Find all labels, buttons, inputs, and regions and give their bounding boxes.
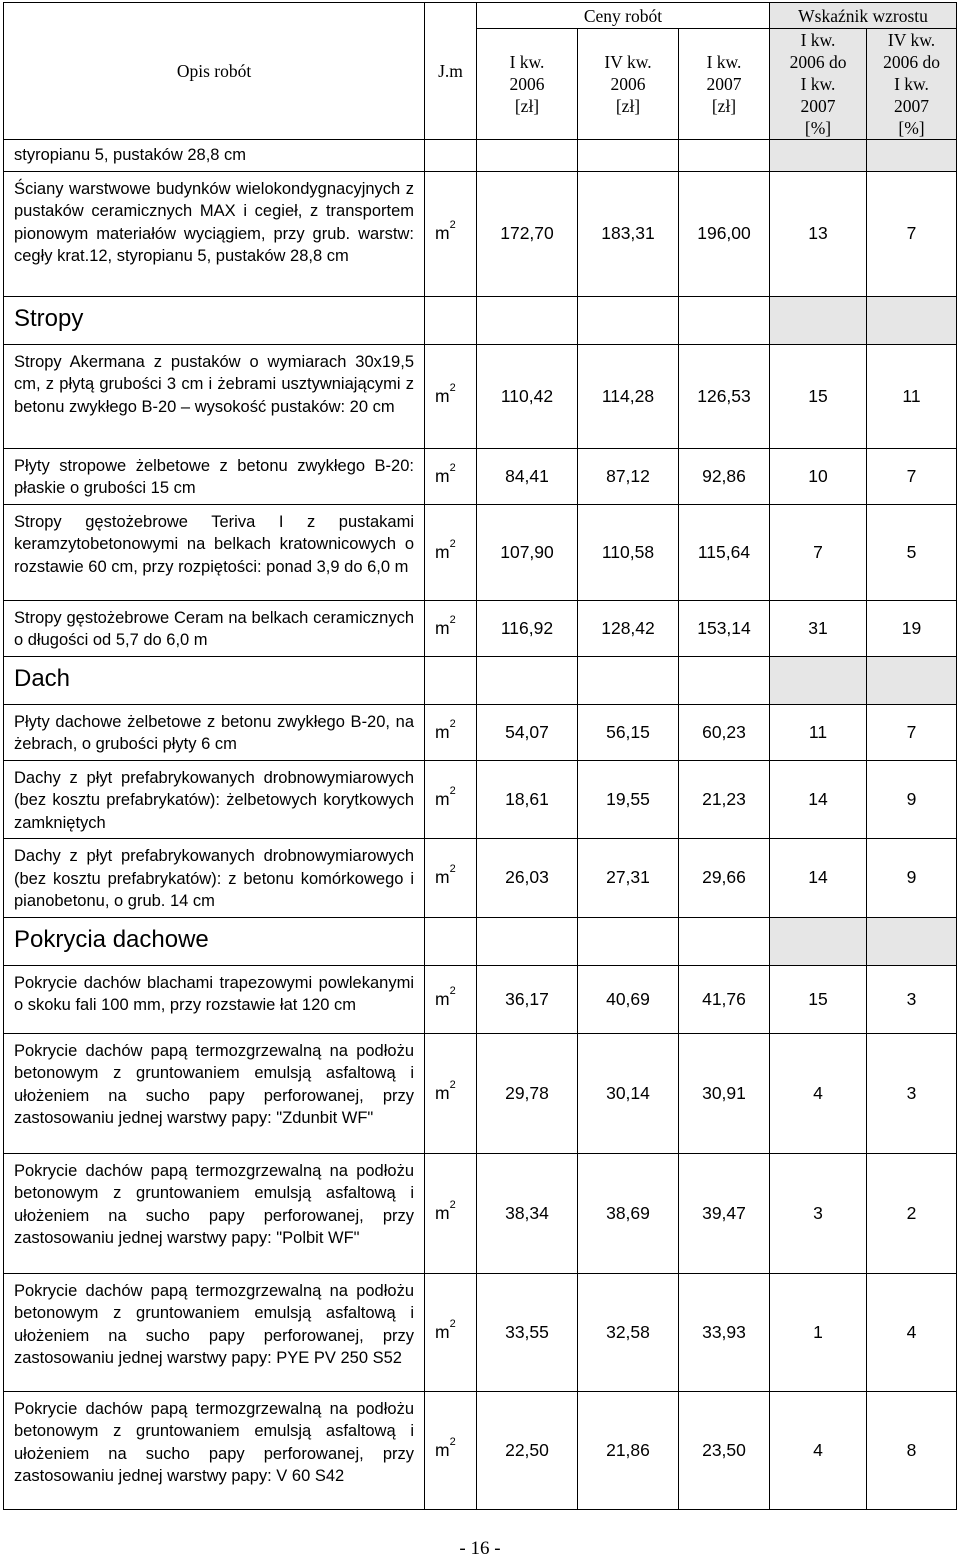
growth-q4: 8	[867, 1391, 957, 1509]
price-q1-2007: 41,76	[679, 965, 770, 1033]
page-number: - 16 -	[459, 1538, 501, 1559]
unit-cell	[425, 965, 477, 1033]
header-line: I kw.	[509, 52, 545, 72]
empty-cell	[477, 296, 578, 344]
growth-q1: 15	[770, 965, 867, 1033]
work-description: Pokrycie dachów papą termozgrzewalną na podłożu betonowym z gruntowaniem emulsją asfaltową i ułożeniem na sucho papy perforowanej, przy zastosowaniu jednej warstwy papy: "Polbit WF"	[4, 1153, 425, 1273]
unit-exponent: 2	[449, 717, 456, 730]
unit-exponent: 2	[449, 984, 456, 997]
carry-over-row	[4, 140, 957, 172]
unit-cell	[425, 504, 477, 600]
price-q4-2006: 183,31	[578, 171, 679, 296]
unit-base: m	[435, 721, 450, 742]
header-unit: J.m	[425, 3, 477, 140]
unit-exponent: 2	[449, 461, 456, 474]
header-row-top	[4, 3, 957, 29]
growth-q1: 4	[770, 1033, 867, 1153]
price-q4-2006: 38,69	[578, 1153, 679, 1273]
unit-base: m	[435, 223, 450, 243]
unit-cell	[425, 600, 477, 656]
empty-cell	[867, 296, 957, 344]
section-row	[4, 296, 957, 344]
unit-base: m	[435, 988, 450, 1009]
growth-q4: 5	[867, 504, 957, 600]
unit-exponent: 2	[449, 784, 456, 797]
unit-cell	[425, 704, 477, 760]
unit-exponent: 2	[449, 1078, 456, 1091]
price-q4-2006: 27,31	[578, 839, 679, 918]
empty-cell	[425, 140, 477, 172]
growth-q1: 1	[770, 1273, 867, 1391]
price-q1-2007: 60,23	[679, 704, 770, 760]
price-q4-2006: 87,12	[578, 448, 679, 504]
table-row	[4, 1153, 957, 1273]
unit-cell	[425, 1153, 477, 1273]
header-prices: Ceny robót	[477, 3, 770, 29]
empty-cell	[679, 140, 770, 172]
empty-cell	[770, 296, 867, 344]
header-line: [%]	[898, 118, 925, 138]
table-row	[4, 704, 957, 760]
empty-cell	[425, 296, 477, 344]
price-q1-2007: 196,00	[679, 171, 770, 296]
work-description: Pokrycie dachów papą termozgrzewalną na podłożu betonowym z gruntowaniem emulsją asfaltową i ułożeniem na sucho papy perforowanej, przy zastosowaniu jednej warstwy papy: PYE PV 250 S52	[4, 1273, 425, 1391]
price-q4-2006: 114,28	[578, 344, 679, 448]
price-q1-2007: 92,86	[679, 448, 770, 504]
empty-cell	[425, 656, 477, 704]
growth-q1: 14	[770, 839, 867, 918]
header-price-q4-2006	[578, 29, 679, 140]
unit-cell	[425, 760, 477, 839]
price-q1-2007: 115,64	[679, 504, 770, 600]
price-q1-2006: 22,50	[477, 1391, 578, 1509]
unit-base: m	[435, 788, 450, 809]
price-q1-2006: 172,70	[477, 171, 578, 296]
price-q1-2007: 29,66	[679, 839, 770, 918]
empty-cell	[770, 656, 867, 704]
unit-cell	[425, 1033, 477, 1153]
work-description: Stropy Akermana z pustaków o wymiarach 30x19,5 cm, z płytą grubości 3 cm i żebrami usztywniającymi z betonu zwykłego B-20 – wysokość pustaków: 20 cm	[4, 344, 425, 448]
section-row	[4, 917, 957, 965]
price-table	[3, 2, 957, 1510]
section-row	[4, 656, 957, 704]
price-q1-2006: 29,78	[477, 1033, 578, 1153]
header-price-q1-2007	[679, 29, 770, 140]
header-line: 2006	[509, 74, 545, 94]
price-q1-2007: 39,47	[679, 1153, 770, 1273]
header-line: IV kw.	[604, 52, 652, 72]
work-description: Dachy z płyt prefabrykowanych drobnowymiarowych (bez kosztu prefabrykatów): żelbetowych korytkowych zamkniętych	[4, 760, 425, 839]
growth-q4: 7	[867, 704, 957, 760]
table-row	[4, 448, 957, 504]
table-row	[4, 1391, 957, 1509]
header-description: Opis robót	[4, 3, 425, 140]
price-q1-2007: 21,23	[679, 760, 770, 839]
header-line: [zł]	[711, 96, 737, 116]
price-q1-2006: 116,92	[477, 600, 578, 656]
unit-cell	[425, 448, 477, 504]
empty-cell	[770, 140, 867, 172]
price-q1-2006: 18,61	[477, 760, 578, 839]
header-line: I kw.	[800, 74, 836, 94]
price-q4-2006: 21,86	[578, 1391, 679, 1509]
empty-cell	[679, 296, 770, 344]
growth-q1: 14	[770, 760, 867, 839]
growth-q4: 11	[867, 344, 957, 448]
price-q1-2006: 107,90	[477, 504, 578, 600]
price-q1-2006: 26,03	[477, 839, 578, 918]
table-row	[4, 504, 957, 600]
unit-cell	[425, 171, 477, 296]
header-growth-q1	[770, 29, 867, 140]
price-q1-2007: 30,91	[679, 1033, 770, 1153]
header-line: IV kw.	[887, 30, 936, 50]
empty-cell	[867, 656, 957, 704]
table-row	[4, 839, 957, 918]
growth-q4: 7	[867, 171, 957, 296]
unit-exponent: 2	[449, 613, 456, 626]
price-q1-2006: 33,55	[477, 1273, 578, 1391]
unit-exponent: 2	[449, 381, 456, 394]
section-title: Pokrycia dachowe	[4, 917, 425, 965]
header-line: 2006 do	[883, 52, 940, 72]
table-row	[4, 1273, 957, 1391]
growth-q4: 9	[867, 760, 957, 839]
growth-q4: 3	[867, 965, 957, 1033]
empty-cell	[867, 140, 957, 172]
empty-cell	[578, 917, 679, 965]
growth-q4: 4	[867, 1273, 957, 1391]
price-q4-2006: 56,15	[578, 704, 679, 760]
header-line: [%]	[804, 118, 832, 138]
header-line: 2007	[706, 74, 742, 94]
table-row	[4, 344, 957, 448]
unit-exponent: 2	[449, 1435, 456, 1448]
unit-exponent: 2	[449, 219, 456, 232]
price-q4-2006: 30,14	[578, 1033, 679, 1153]
price-q4-2006: 110,58	[578, 504, 679, 600]
work-description: Ściany warstwowe budynków wielokondygnacyjnych z pustaków ceramicznych MAX i cegieł, z transportem pionowym materiałów wyciągiem, przy grub. warstw: cegły krat.12, styropianu 5, pustaków 28,8 cm	[4, 171, 425, 296]
unit-base: m	[435, 541, 450, 562]
price-q1-2006: 84,41	[477, 448, 578, 504]
growth-q1: 7	[770, 504, 867, 600]
empty-cell	[578, 140, 679, 172]
growth-q4: 2	[867, 1153, 957, 1273]
header-line: 2007	[800, 96, 836, 116]
growth-q4: 7	[867, 448, 957, 504]
table-row	[4, 600, 957, 656]
price-q1-2006: 38,34	[477, 1153, 578, 1273]
header-price-q1-2006	[477, 29, 578, 140]
unit-cell	[425, 1391, 477, 1509]
growth-q1: 15	[770, 344, 867, 448]
work-description: Dachy z płyt prefabrykowanych drobnowymiarowych (bez kosztu prefabrykatów): z betonu komórkowego i pianobetonu, o grub. 14 cm	[4, 839, 425, 918]
unit-exponent: 2	[449, 863, 456, 876]
table-row	[4, 1033, 957, 1153]
table-row	[4, 171, 957, 296]
header-line: 2006	[610, 74, 646, 94]
header-line: 2006 do	[789, 52, 847, 72]
empty-cell	[679, 656, 770, 704]
header-line: I kw.	[706, 52, 742, 72]
growth-q1: 13	[770, 171, 867, 296]
work-description: Płyty dachowe żelbetowe z betonu zwykłego B-20, na żebrach, o grubości płyty 6 cm	[4, 704, 425, 760]
growth-q1: 31	[770, 600, 867, 656]
growth-q4: 3	[867, 1033, 957, 1153]
empty-cell	[578, 296, 679, 344]
work-description: Płyty stropowe żelbetowe z betonu zwykłego B-20: płaskie o grubości 15 cm	[4, 448, 425, 504]
empty-cell	[425, 917, 477, 965]
header-line: [zł]	[514, 96, 540, 116]
empty-cell	[578, 656, 679, 704]
table-row	[4, 965, 957, 1033]
unit-base: m	[435, 1321, 450, 1342]
empty-cell	[679, 917, 770, 965]
growth-q1: 4	[770, 1391, 867, 1509]
price-q1-2007: 126,53	[679, 344, 770, 448]
unit-base: m	[435, 1439, 450, 1460]
header-growth-index: Wskaźnik wzrostu	[770, 3, 957, 29]
work-description: Stropy gęstożebrowe Ceram na belkach ceramicznych o długości od 5,7 do 6,0 m	[4, 600, 425, 656]
empty-cell	[770, 917, 867, 965]
work-description: Pokrycie dachów papą termozgrzewalną na podłożu betonowym z gruntowaniem emulsją asfaltową i ułożeniem na sucho papy perforowanej, przy zastosowaniu jednej warstwy papy: "Zdunbit WF"	[4, 1033, 425, 1153]
price-q4-2006: 19,55	[578, 760, 679, 839]
carry-over-text: styropianu 5, pustaków 28,8 cm	[4, 140, 425, 172]
unit-base: m	[435, 465, 450, 486]
header-line: I kw.	[800, 30, 836, 50]
empty-cell	[477, 917, 578, 965]
unit-exponent: 2	[449, 1198, 456, 1211]
price-q1-2007: 153,14	[679, 600, 770, 656]
unit-base: m	[435, 867, 450, 888]
price-q4-2006: 128,42	[578, 600, 679, 656]
work-description: Pokrycie dachów blachami trapezowymi powlekanymi o skoku fali 100 mm, przy rozstawie łat 120 cm	[4, 965, 425, 1033]
growth-q1: 10	[770, 448, 867, 504]
section-title: Stropy	[4, 296, 425, 344]
growth-q4: 9	[867, 839, 957, 918]
header-growth-q4	[867, 29, 957, 140]
unit-exponent: 2	[449, 537, 456, 550]
section-title: Dach	[4, 656, 425, 704]
price-q1-2006: 110,42	[477, 344, 578, 448]
unit-base: m	[435, 1202, 450, 1223]
unit-cell	[425, 839, 477, 918]
unit-base: m	[435, 617, 450, 638]
header-line: I kw.	[894, 74, 929, 94]
price-q1-2006: 54,07	[477, 704, 578, 760]
unit-base: m	[435, 385, 450, 406]
empty-cell	[477, 656, 578, 704]
unit-base: m	[435, 1082, 450, 1103]
work-description: Stropy gęstożebrowe Teriva I z pustakami keramzytobetonowymi na belkach kratownicowych o rozstawie 60 cm, przy rozpiętości: ponad 3,9 do 6,0 m	[4, 504, 425, 600]
price-q1-2006: 36,17	[477, 965, 578, 1033]
price-q4-2006: 32,58	[578, 1273, 679, 1391]
unit-cell	[425, 1273, 477, 1391]
price-q1-2007: 33,93	[679, 1273, 770, 1391]
table-row	[4, 760, 957, 839]
growth-q1: 3	[770, 1153, 867, 1273]
work-description: Pokrycie dachów papą termozgrzewalną na podłożu betonowym z gruntowaniem emulsją asfaltową i ułożeniem na sucho papy perforowanej, przy zastosowaniu jednej warstwy papy: V 60 S42	[4, 1391, 425, 1509]
price-q1-2007: 23,50	[679, 1391, 770, 1509]
growth-q4: 19	[867, 600, 957, 656]
unit-exponent: 2	[449, 1317, 456, 1330]
growth-q1: 11	[770, 704, 867, 760]
header-line: 2007	[894, 96, 929, 116]
unit-cell	[425, 344, 477, 448]
empty-cell	[867, 917, 957, 965]
empty-cell	[477, 140, 578, 172]
header-line: [zł]	[615, 96, 641, 116]
price-q4-2006: 40,69	[578, 965, 679, 1033]
